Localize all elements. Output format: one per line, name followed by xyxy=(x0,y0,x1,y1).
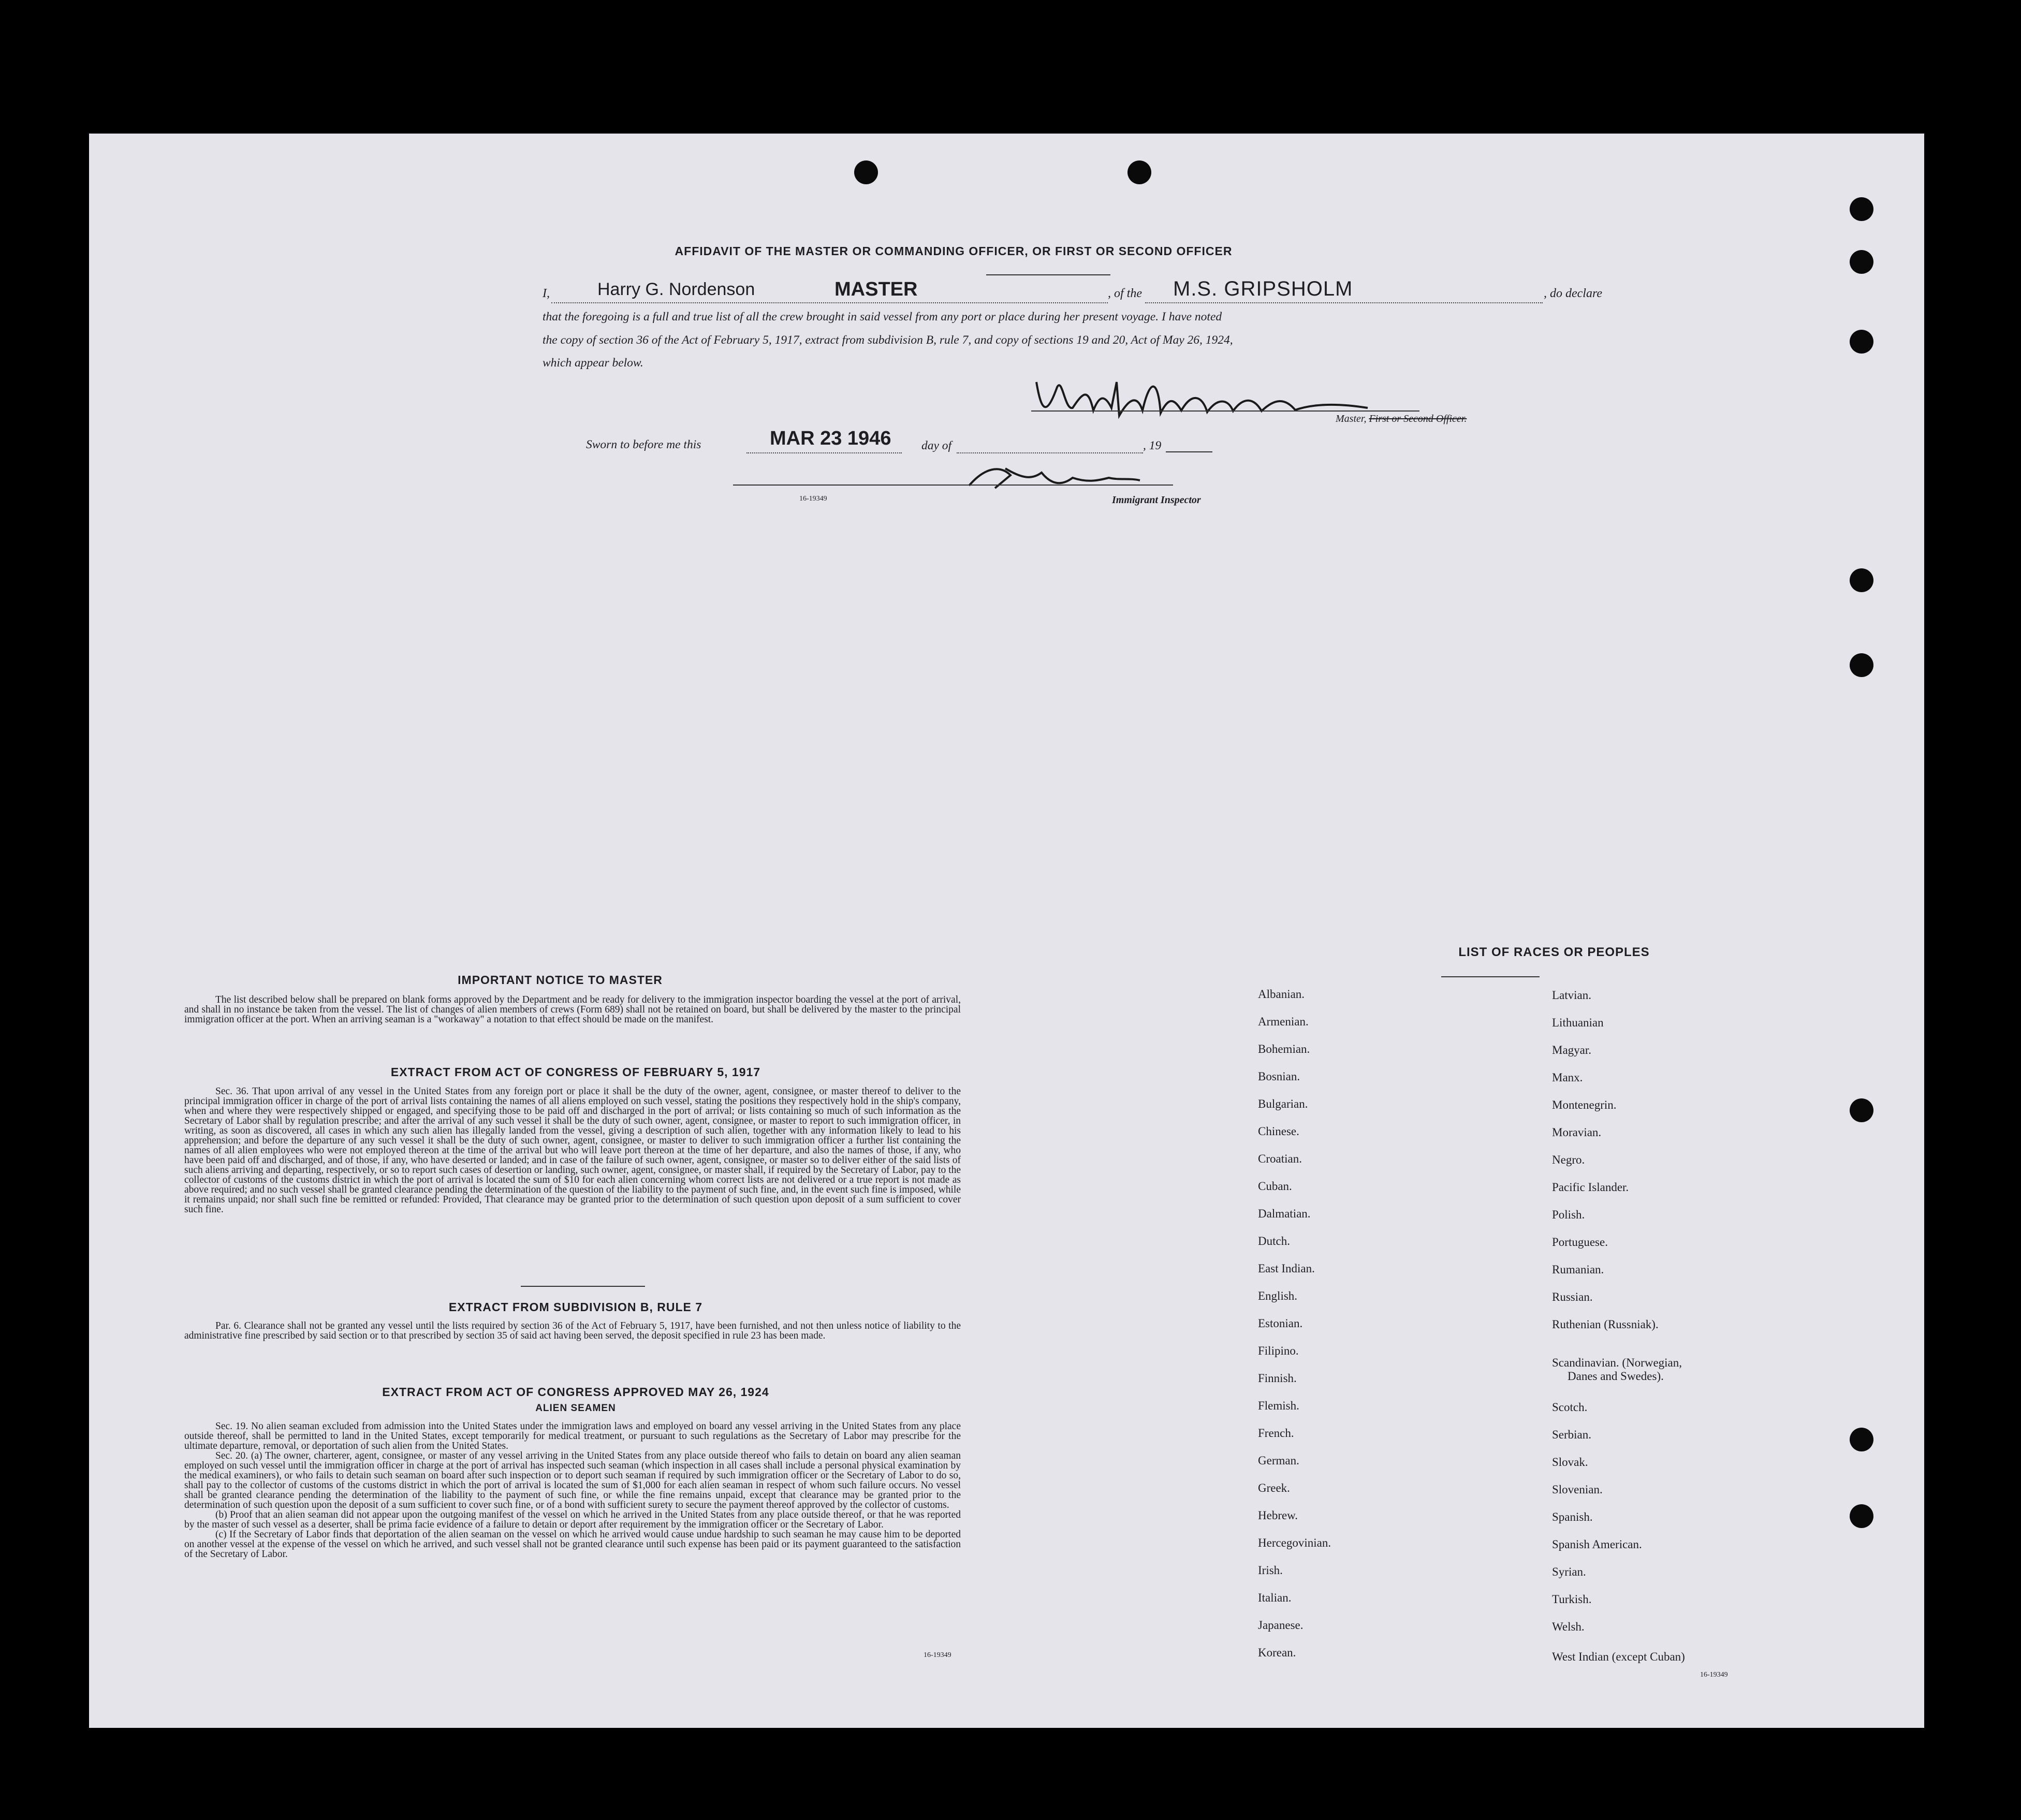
affidavit-line-3: the copy of section 36 of the Act of February 5, 1917, extract from subdivision B, rule 7, and copy of sections 19 and 20, Act of May 26, 1924, xyxy=(543,333,1233,347)
day-of-line xyxy=(957,434,1143,453)
race-item: Hebrew. xyxy=(1258,1509,1298,1522)
race-item: Greek. xyxy=(1258,1481,1290,1494)
race-item: Manx. xyxy=(1552,1071,1583,1084)
subdiv-b-body xyxy=(184,1321,961,1341)
sec-20a-paragraph: Sec. 20. (a) The owner, charterer, agent, consignee, or master of any vessel arriving in the United States from any place outside thereof who fails to detain on board any alien seaman employed on such vessel until the immigration officer in charge at the port of arrival has inspected such seaman (which inspection in all cases shall include a personal physical examination by the medical examiners), or who fails to detain such seaman on board after such inspection or to deport such seaman if required by such immigration officer or the Secretary of Labor to do so, shall pay to the collector of customs of the customs district in which the port of arrival is located the sum of $1,000 for each alien seaman in respect of whom such failure occurs. No vessel shall be granted clearance pending the determination of the liability to the payment of such fine, or while the fine remains unpaid, except that clearance may be granted prior to the determination of such question upon the deposit of a sum sufficient to cover such fine, or of a bond with sufficient surety to secure the payment thereof approved by the collector of customs. xyxy=(184,1450,961,1510)
race-item: Japanese. xyxy=(1258,1619,1304,1632)
notice-paragraph: The list described below shall be prepared on blank forms approved by the Department and be ready for delivery to the immigration inspector boarding the vessel at the port of arrival, and shall in no instance be taken from the vessel. The list of changes of alien members of crews (Form 689) shall not be retained on board, but shall be delivered by the master to the principal immigration officer at the port. When an arriving seaman is a "workaway" a notation to that effect should be made on the manifest. xyxy=(184,994,961,1025)
race-item: German. xyxy=(1258,1454,1299,1467)
race-item: Albanian. xyxy=(1258,988,1305,1001)
punch-hole xyxy=(1850,330,1873,354)
extract-1924-title: EXTRACT FROM ACT OF CONGRESS APPROVED MAY 26, 1924 xyxy=(382,1385,769,1399)
race-item: Negro. xyxy=(1552,1153,1585,1166)
race-item: Korean. xyxy=(1258,1646,1296,1659)
race-item: Magyar. xyxy=(1552,1044,1592,1056)
vessel-name: M.S. GRIPSHOLM xyxy=(1173,277,1353,300)
races-form-number: 16-19349 xyxy=(1700,1671,1728,1679)
inspector-signature-line xyxy=(733,485,1173,486)
race-item: Lithuanian xyxy=(1552,1016,1604,1029)
race-item: Scandinavian. (Norwegian, xyxy=(1552,1356,1682,1369)
race-item: Bosnian. xyxy=(1258,1070,1300,1083)
race-item: Latvian. xyxy=(1552,989,1591,1002)
sec-20b-paragraph: (b) Proof that an alien seaman did not appear upon the outgoing manifest of the vessel on which he arrived in the United States from any place outside thereof, or that he was reported by the master of such vessel as a deserter, shall be prima facie evidence of a failure to detain or deport after requirement by the immigration officer or the Secretary of Labor. xyxy=(184,1509,961,1530)
section-divider xyxy=(521,1286,645,1287)
par-6-paragraph: Par. 6. Clearance shall not be granted any vessel until the lists required by section 36 of the Act of February 5, 1917, have been furnished, and not then unless notice of liability to the administrative fine prescribed by said section or to that prescribed by section 35 of said act having been served, the deposit specified in rule 23 has been made. xyxy=(184,1320,961,1341)
master-caption xyxy=(1336,413,1467,425)
race-item: Cuban. xyxy=(1258,1180,1292,1193)
race-item: Turkish. xyxy=(1552,1593,1592,1606)
year-line xyxy=(1166,451,1212,452)
race-item: Scotch. xyxy=(1552,1401,1588,1414)
race-item: Syrian. xyxy=(1552,1565,1586,1578)
rank: MASTER xyxy=(834,278,918,300)
race-item: French. xyxy=(1258,1427,1294,1440)
day-of-label: day of xyxy=(921,439,952,452)
punch-hole xyxy=(1850,653,1873,677)
race-item: Bulgarian. xyxy=(1258,1097,1308,1110)
alien-seamen-subtitle: ALIEN SEAMEN xyxy=(535,1403,616,1414)
affidavit-form-number: 16-19349 xyxy=(799,495,827,503)
sec-36-paragraph: Sec. 36. That upon arrival of any vessel in the United States from any foreign port or place it shall be the duty of the owner, agent, consignee, or master thereof to deliver to the principal immigration officer in charge of the port of arrival lists containing the names of all aliens employed on such vessel, stating the positions they respectively hold in the ship's company, when and where they were respectively shipped or engaged, and specifying those to be paid off and discharged in the port of arrival; or lists containing so much of such information as the Secretary of Labor shall by regulation prescribe; and after the arrival of any such vessel it shall be the duty of such owner, agent, consignee, or master to report to such immigration officer, in writing, as soon as discovered, all cases in which any such alien has illegally landed from the vessel, giving a description of such alien, together with any information likely to lead to his apprehension; and before the departure of any such vessel it shall be the duty of such owner, agent, consignee, or master to deliver to such immigration officer a further list containing the names of all alien employees who were not employed thereon at the time of the arrival but who will leave port thereon at the time of her departure, and also the names of those, if any, who have been paid off and discharged, and of those, if any, who have deserted or landed; and in case of the failure of such owner, agent, consignee, or master so to deliver either of the said lists of such aliens arriving and departing, respectively, or so to report such cases of desertion or landing, such owner, agent, consignee, or master shall, if required by the Secretary of Labor, pay to the collector of customs of the customs district in which the port of arrival is located the sum of $10 for each alien concerning whom correct lists are not delivered or a true report is not made as above required; and no such vessel shall be granted clearance pending the determination of the question of the liability to the payment of such fine, and, in the event such fine is imposed, while it remains unpaid; nor shall such fine be remitted or refunded: Provided, That clearance may be granted prior to the determination of such question upon deposit of a sum sufficient to cover such fine. xyxy=(184,1086,961,1215)
extract-1917-body xyxy=(184,1087,961,1214)
extract-form-number: 16-19349 xyxy=(924,1651,951,1659)
affidavit-line-4: which appear below. xyxy=(543,356,643,370)
extract-1924-body xyxy=(184,1421,961,1559)
punch-hole xyxy=(1850,250,1873,274)
extract-1917-title: EXTRACT FROM ACT OF CONGRESS OF FEBRUARY 5, 1917 xyxy=(390,1065,761,1079)
race-item: Italian. xyxy=(1258,1591,1292,1604)
punch-hole xyxy=(1850,1098,1873,1122)
race-item: Polish. xyxy=(1552,1208,1585,1221)
race-item: Spanish American. xyxy=(1552,1538,1642,1551)
race-item: Chinese. xyxy=(1258,1125,1299,1138)
sworn-date: MAR 23 1946 xyxy=(770,428,891,449)
race-item: Welsh. xyxy=(1552,1620,1585,1633)
affidavit-i-label: I, xyxy=(543,287,550,300)
race-item: Pacific Islander. xyxy=(1552,1181,1629,1194)
punch-hole xyxy=(1850,568,1873,592)
year-label: , 19 xyxy=(1143,439,1162,452)
race-item: Flemish. xyxy=(1258,1399,1299,1412)
sworn-label: Sworn to before me this xyxy=(586,438,701,451)
race-item: Slovenian. xyxy=(1552,1483,1603,1496)
race-item: West Indian (except Cuban) xyxy=(1552,1650,1685,1663)
master-name: Harry G. Nordenson xyxy=(597,280,755,299)
race-item: Finnish. xyxy=(1258,1372,1297,1385)
punch-hole xyxy=(1127,160,1151,184)
race-item: Spanish. xyxy=(1552,1510,1593,1523)
notice-body xyxy=(184,995,961,1024)
master-caption-officer: First or Second Officer. xyxy=(1369,413,1467,424)
races-divider xyxy=(1441,976,1540,977)
inspector-signature xyxy=(964,457,1181,498)
race-item: Serbian. xyxy=(1552,1428,1592,1441)
race-item: Slovak. xyxy=(1552,1456,1588,1469)
affidavit-line-2: that the foregoing is a full and true list of all the crew brought in said vessel from any port or place during her present voyage. I have noted xyxy=(543,310,1222,324)
race-item: Rumanian. xyxy=(1552,1263,1604,1276)
race-item: Portuguese. xyxy=(1552,1236,1608,1249)
race-item: Dutch. xyxy=(1258,1235,1290,1247)
race-item: Moravian. xyxy=(1552,1126,1602,1139)
master-caption-master: Master, xyxy=(1336,413,1367,424)
race-item: Armenian. xyxy=(1258,1015,1309,1028)
race-item: Dalmatian. xyxy=(1258,1207,1311,1220)
race-item: East Indian. xyxy=(1258,1262,1315,1275)
race-item: Russian. xyxy=(1552,1290,1593,1303)
race-item: Croatian. xyxy=(1258,1152,1302,1165)
punch-hole xyxy=(1850,197,1873,221)
race-item: Filipino. xyxy=(1258,1344,1299,1357)
vessel-overline xyxy=(986,274,1110,275)
punch-hole xyxy=(854,160,878,184)
master-signature-line xyxy=(1031,410,1419,412)
form-sheet xyxy=(89,134,1924,1728)
races-title: LIST OF RACES OR PEOPLES xyxy=(1458,945,1650,959)
race-item: Hercegovinian. xyxy=(1258,1536,1331,1549)
notice-title: IMPORTANT NOTICE TO MASTER xyxy=(458,973,663,987)
subdiv-b-title: EXTRACT FROM SUBDIVISION B, RULE 7 xyxy=(448,1300,703,1314)
sec-20c-paragraph: (c) If the Secretary of Labor finds that deportation of the alien seaman on the vessel on which he arrived would cause undue hardship to such seaman he may cause him to be deported on another vessel at the expense of the vessel on which he arrived, and such vessel shall not be granted clearance until such expense has been paid or its payment guaranteed to the satisfaction of the Secretary of Labor. xyxy=(184,1529,961,1560)
do-declare-label: , do declare xyxy=(1544,287,1603,300)
race-item: Danes and Swedes). xyxy=(1568,1370,1664,1383)
race-item: English. xyxy=(1258,1289,1298,1302)
race-item: Bohemian. xyxy=(1258,1043,1310,1055)
sec-19-paragraph: Sec. 19. No alien seaman excluded from admission into the United States under the immigration laws and employed on board any vessel arriving in the United States from any place outside thereof, shall be permitted to land in the United States, except temporarily for medical treatment, or pursuant to such regulations as the Secretary of Labor may prescribe for the ultimate departure, removal, or deportation of such alien from the United States. xyxy=(184,1421,961,1451)
punch-hole xyxy=(1850,1504,1873,1528)
affidavit-title: AFFIDAVIT OF THE MASTER OR COMMANDING OFFICER, OR FIRST OR SECOND OFFICER xyxy=(675,244,1233,258)
race-item: Ruthenian (Russniak). xyxy=(1552,1318,1659,1331)
race-item: Montenegrin. xyxy=(1552,1098,1617,1111)
race-item: Estonian. xyxy=(1258,1317,1303,1330)
of-the-label: , of the xyxy=(1108,287,1142,300)
race-item: Irish. xyxy=(1258,1564,1283,1577)
inspector-caption: Immigrant Inspector xyxy=(1112,494,1201,506)
punch-hole xyxy=(1850,1428,1873,1451)
